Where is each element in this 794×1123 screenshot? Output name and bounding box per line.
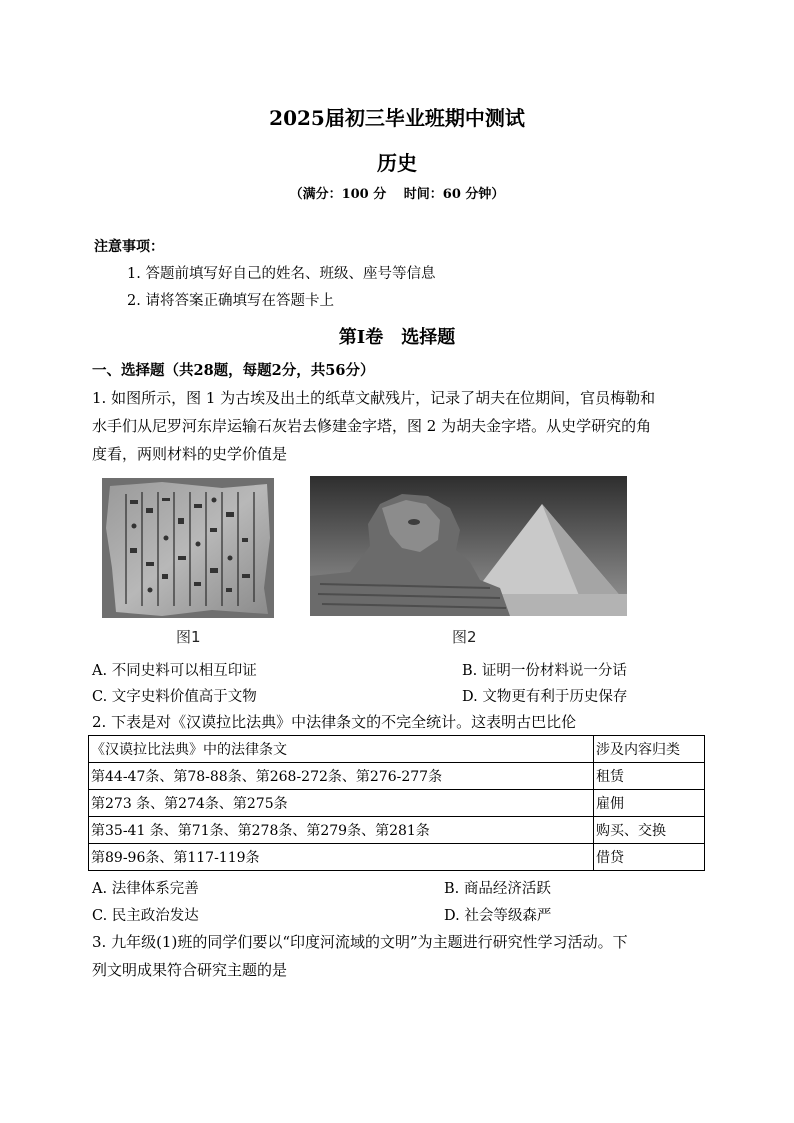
figure-2-caption: 图2: [452, 628, 477, 646]
subject-title: 历史: [377, 151, 417, 175]
table-row: [89, 817, 705, 844]
table-row: [89, 790, 705, 817]
law-statistics-table: [88, 735, 705, 871]
notice-item-1: 1. 答题前填写好自己的姓名、班级、座号等信息: [127, 266, 436, 282]
question-1-option-b[interactable]: B. 证明一份材料说一分话: [462, 663, 627, 679]
question-1-line-3: 度看，两则材料的史学价值是: [92, 445, 288, 463]
papyrus-fragment-image: [102, 478, 274, 618]
table-cell: 购买、交换: [594, 817, 705, 844]
question-2-option-b[interactable]: B. 商品经济活跃: [444, 881, 551, 897]
table-cell: 第89-96条、第117-119条: [89, 844, 594, 871]
question-3-line-1: 3. 九年级(1)班的同学们要以“印度河流域的文明”为主题进行研究性学习活动。下: [92, 933, 628, 951]
table-row: [89, 844, 705, 871]
notice-heading: 注意事项：: [94, 239, 164, 255]
table-cell: 雇佣: [594, 790, 705, 817]
score-time-info: （满分：100 分 时间：60 分钟）: [289, 187, 505, 202]
sphinx-pyramid-image: [310, 476, 627, 616]
table-cell: 租赁: [594, 763, 705, 790]
question-1-option-d[interactable]: D. 文物更有利于历史保存: [462, 689, 628, 705]
table-cell: 第44-47条、第78-88条、第268-272条、第276-277条: [89, 763, 594, 790]
question-2-stem: 2. 下表是对《汉谟拉比法典》中法律条文的不完全统计。这表明古巴比伦: [92, 713, 577, 731]
table-cell: 第273 条、第274条、第275条: [89, 790, 594, 817]
question-1-option-a[interactable]: A. 不同史料可以相互印证: [92, 663, 257, 679]
table-cell: 借贷: [594, 844, 705, 871]
section-title: 第I卷 选择题: [338, 327, 456, 348]
figure-1-caption: 图1: [176, 628, 201, 646]
question-3-line-2: 列文明成果符合研究主题的是: [92, 961, 288, 979]
question-2-option-d[interactable]: D. 社会等级森严: [444, 908, 552, 924]
question-2-option-a[interactable]: A. 法律体系完善: [92, 881, 199, 897]
notice-item-2: 2. 请将答案正确填写在答题卡上: [127, 293, 334, 309]
question-2-option-c[interactable]: C. 民主政治发达: [92, 908, 199, 924]
exam-title: 2025届初三毕业班期中测试: [269, 106, 525, 130]
question-1-option-c[interactable]: C. 文字史料价值高于文物: [92, 689, 257, 705]
table-header-row: [89, 736, 705, 763]
table-header-cell: 《汉谟拉比法典》中的法律条文: [89, 736, 594, 763]
part-title: 一、选择题（共28题，每题2分，共56分）: [92, 362, 375, 379]
question-1-line-2: 水手们从尼罗河东岸运输石灰岩去修建金字塔，图 2 为胡夫金字塔。从史学研究的角: [92, 417, 652, 435]
question-1-line-1: 1. 如图所示，图 1 为古埃及出土的纸草文献残片，记录了胡夫在位期间，官员梅勒和: [92, 389, 656, 407]
table-cell: 第35-41 条、第71条、第278条、第279条、第281条: [89, 817, 594, 844]
table-header-cell: 涉及内容归类: [594, 736, 705, 763]
table-row: [89, 763, 705, 790]
